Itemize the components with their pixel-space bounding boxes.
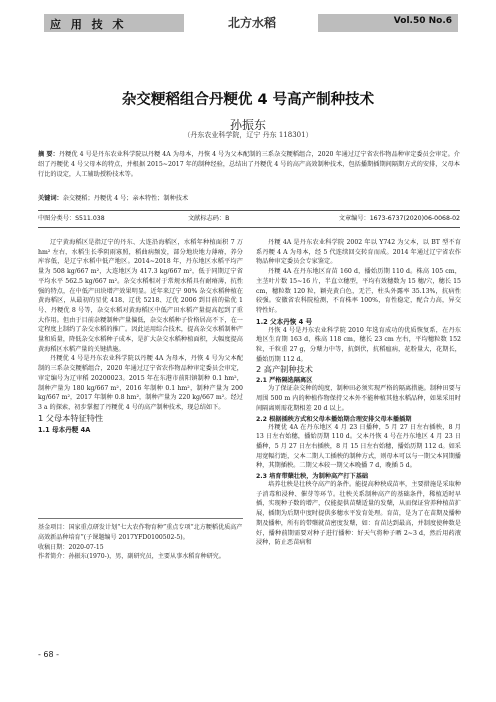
volume-label: Vol.50 No.6	[393, 16, 452, 26]
abstract	[38, 150, 460, 180]
subsection-heading: 2.1 严格隔选隔离区	[256, 377, 313, 385]
author-name: 孙振东	[229, 118, 266, 132]
page-header	[0, 0, 496, 36]
page-number: - 68 -	[38, 650, 60, 659]
left-column	[38, 238, 243, 434]
received-date: 收稿日期：2020-07-15	[38, 543, 104, 551]
subsection-heading: 1.2 父本丹恢 4 号	[256, 317, 313, 326]
body-paragraph: 丹粳 4A 是丹东农业科学院 2002 年以 Y742 为父本，以 BT 型不育系丹粳 4 A 为母本，经 5 代连续回交转育而成。2014 年通过辽宁省农作物品种审定委员会专家鉴定。	[256, 239, 461, 266]
subsection-heading: 2.2 根据插秧方式和父母本播始期合理安排父母本播插期	[256, 415, 412, 423]
right-column	[256, 238, 461, 548]
keywords	[38, 193, 460, 202]
keywords-text: 杂交粳稻；丹粳优 4 号；亲本特性；制种技术	[62, 195, 189, 202]
abstract-label: 摘 要：	[38, 151, 59, 158]
section-banner	[44, 14, 184, 32]
classification-bar	[38, 210, 460, 228]
body-paragraph: 辽宁黄海稻区是指辽宁的丹东、大连沿海稻区，水稻年种植面积 7 万 hm² 左右，水稻生长季阴雨寡照，稻曲病频发，部分地块地力薄瘠，养分库容低，是辽宁水稻中低产地区。2014~2018 年，丹东地区水稻平均产量为 508 kg/667 m²，大连地区为 417.3 kg/667 m²，低于同期辽宁省平均水平 562.5 kg/667 m²。杂交水稻相对于常规水稻具有耐瘠薄，抗性强的特点，在中低产田块增产效果明显。近年来辽宁 90% 杂交水稻种植在黄海稻区，从最初的星优 418、辽优 5218、辽优 2006 到目前的盐优 1 号、丹粳优 8 号等，杂交水稻对黄海稻区中低产田水稻产量提高起到了重大作用。但由于目前杂粳制种产量偏低，杂交水稻种子价格居高不下，在一定程度上制约了杂交水稻的推广。因此运用综合技术，提高杂交水稻制种产量和质量，降低杂交水稻种子成本，是扩大杂交水稻种植面积，大幅度提高黄海稻区水稻产量的关键措施。	[38, 239, 243, 353]
author-bio: 作者简介：孙振东(1970-)，男，副研究员，主要从事水稻育种研究。	[38, 553, 225, 561]
keywords-label: 关键词：	[38, 195, 63, 202]
body-paragraph: 为了保证杂交种的纯度，制种田必须实现严格的隔离措施。制种田要与周围 500 m 内的种植作物保持父本外不能种植其他水稻品种，如果采用时间隔离则需花期相差 20 d 以上。	[256, 385, 461, 412]
body-paragraph: 培养壮秧是壮秧夺高产的条件。能提高种秧成苗率，主要措施是采取种子消毒和浸种、催芽等环节。壮秧关系制种高产的基础条件，稀植适时早插，实现种子数的增产，仅能提供苗蘖适量的发蘖，从而保证营养种植苗扩展，插期为后期中度时提供多穗水平发育处理。育苗，是为了在苗期及播种期及播种，所有的带蘖就苗密度发蘖，如：育苗达到最高，并制度使种数是好，播种前期需要对种子进行播种：好天气将种子晒 2~3 d，然后用药液浸种，防止恶苗病和	[256, 481, 461, 547]
body-paragraph: 丹粳优 4A 在丹东地区 4 月 23 日播种，5 月 27 日左右插秧，8 月 13 日左右始穗，播始历期 110 d。父本丹恢 4 号在丹东地区 4 月 23 日播种，5 月 27 日左右插秧，8 月 15 日左右始穗，播始历期 112 d。如采用宽幅行距，父本二期人工插秧的制种方式，则母本可以与一期父本同期播种，其期插秧。二期父本较一期父本晚播 7 d，晚插 5 d。	[256, 423, 461, 470]
subsection-heading: 2.3 培育带蘖壮秧，为制种高产打下基础	[256, 473, 369, 481]
clc-number: 中图分类号：S511.038	[38, 215, 105, 222]
body-paragraph: 丹粳优 4 号是丹东农业科学院以丹粳 4A 为母本，丹恢 4 号为父本配制的三系杂交粳稻组合，2020 年通过辽宁省农作物品种审定委员会审定，审定编号为辽审稻 20200023。2015 年在东港市前阳镇制种 0.1 hm²，制种产量为 180 kg/667 m²，2016 年制种 0.1 hm²，制种产量为 200 kg/667 m²，2017 年制种 0.8 hm²，制种产量为 220 kg/667 m²。经过 3 a 的探索，初步掌握了丹粳优 4 号的高产制种技术，现总结如下。	[38, 355, 243, 411]
section-heading: 2 高产制种技术	[256, 364, 313, 375]
fund-note: 基金项目：国家重点研发计划“七大农作物育种”重点专项“北方粳稻优质高产高效新品种培育”(子课题编号 2017YFD0100502-5)。	[38, 524, 243, 541]
author-affiliation: （丹东农业科学院，辽宁 丹东 118301）	[183, 131, 313, 139]
article-title: 杂交粳稻组合丹粳优 4 号高产制种技术	[121, 92, 375, 108]
journal-logo: 北方水稻	[227, 16, 276, 30]
footnotes	[38, 518, 243, 562]
article-number: 文章编号：1673-6737(2020)06-0068-02	[338, 215, 460, 222]
volume-banner	[318, 14, 458, 32]
section-heading: 1 父母本特征特性	[38, 412, 104, 423]
document-code: 文献标志码：B	[188, 215, 230, 222]
section-label: 应 用 技 术	[50, 18, 127, 31]
subsection-heading: 1.1 母本丹粳 4A	[38, 425, 91, 434]
abstract-text: 丹粳优 4 号是丹东农业科学院以丹粳 4A 为母本，丹恢 4 号为父本配制的三系杂交粳稻组合，2020 年通过辽宁省农作物品种审定委员会审定。介绍了丹粳优 4 号父母本的特点，并根据 2015~2017 年的制种经验，总结出了丹粳优 4 号的高产高效制种技术，包括播期插期间隔期方式的安排，父母本行比的设定，人工辅助授粉技术等。	[38, 151, 460, 178]
body-paragraph: 丹恢 4 号是丹东农业科学院 2010 年选育成功的优质恢复系，在丹东地区生育期 163 d，株高 118 cm，穗长 23 cm 左右，平均穗粒数 152 粒，千粒重 27 g，分蘖力中等，抗倒伏，抗稻瘟病，花粉量大，花期长，播始历期 112 d。	[256, 326, 461, 363]
body-paragraph: 丹粳 4A 在丹东地区育苗 160 d，播始历期 110 d。株高 105 cm，主茎叶片数 15~16 片，半直立穗型，平均有效穗数为 15 穗/穴，穗长 15 cm，穗粒数 120 粒，颖壳黄白色，无芒，柱头外露率 35.13%，抗病性较强。安徽省农科院检测，不育株率 100%，育性稳定，配合力高，异交特性好。	[256, 268, 461, 314]
